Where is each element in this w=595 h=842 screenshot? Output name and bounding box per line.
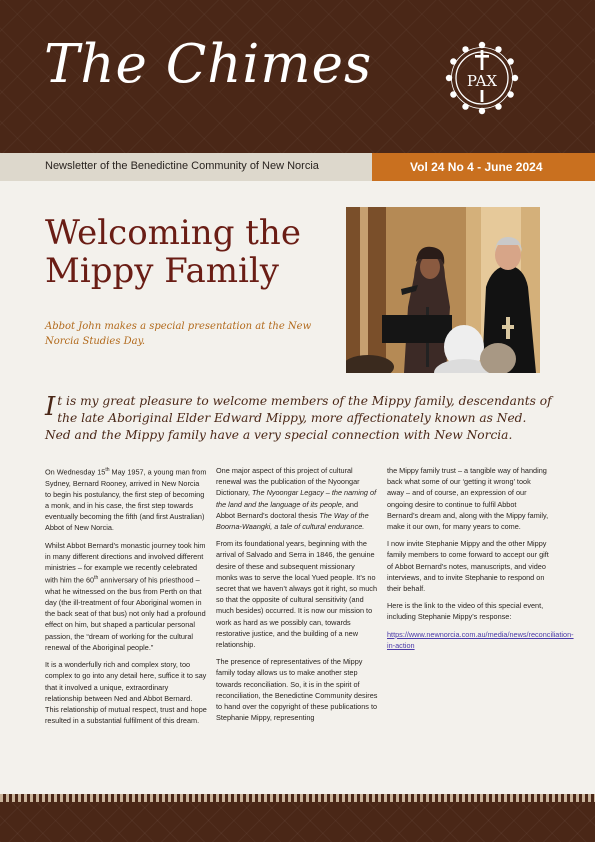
newsletter-subtitle: Newsletter of the Benedictine Community of New Norcia bbox=[45, 160, 319, 172]
volume-label: Vol 24 No 4 - June 2024 bbox=[410, 160, 543, 174]
newsletter-title: The Chimes bbox=[44, 34, 373, 95]
body-paragraph: From its foundational years, beginning with the arrival of Salvado and Serra in 1846, the genuine desire of these and subsequent missionary monks was to serve the local Yued people. It’s no secret that we haven’t always got it right, so much so that the opposite of cultural sensitivity (and much besides) occurred. It is now our mission to work as hard as we possibly can, towards restorative justice, and the building of a new relationship. bbox=[216, 539, 378, 650]
video-link[interactable]: https://www.newnorcia.com.au/media/news/reconciliation-in-action bbox=[387, 629, 574, 650]
pax-emblem-icon bbox=[440, 36, 524, 120]
svg-text:PAX: PAX bbox=[466, 72, 498, 90]
body-paragraph: One major aspect of this project of cultural renewal was the publication of the Nyoongar Dictionary, The Nyoongar Legacy – the naming of the land and the language of its people, and Abbot Bernard’s doctoral thesis The Way of the Boorna-Waangki, a tale of cultural endurance. bbox=[216, 466, 377, 532]
intro-paragraph bbox=[45, 393, 555, 444]
article-column-1 bbox=[45, 465, 207, 732]
footer-pattern bbox=[0, 794, 595, 802]
article-column-2 bbox=[216, 465, 378, 729]
body-paragraph: Whilst Abbot Bernard’s monastic journey took him in many different directions and involved different ministries – for example we recently celebrated with him the 60th anniversary of his priesthood – what he witnessed on the bus from Perth on that day (the ill-treatment of four Aboriginal women in the back seat of that bus) not only had a profound effect on him, but shaped a particular personal passion, the “dream of working for the cultural renewal of the Aboriginal people.” bbox=[45, 540, 206, 652]
body-paragraph: The presence of representatives of the Mippy family today allows us to make another step towards reconciliation. So, it is in the spirit of reconciliation, the Benedictine Community desires to hand over the copyright of these publications to Stephanie Mippy, representing bbox=[216, 657, 378, 723]
body-paragraph: It is a wonderfully rich and complex story, too complex to go into any detail here, suffice it to say that it involved a unique, extraordinary relationship between Ned and Abbot Bernard. This relationship of mutual respect, trust and hope resulted in a substantial fulfilment of this dream. bbox=[45, 660, 207, 726]
intro-text: t is my great pleasure to welcome members of the Mippy family, descendants of the late Aboriginal Elder Edward Mippy, more affectionately known as Ned. Ned and the Mippy family have a very special connection with New Norcia. bbox=[45, 394, 552, 442]
presentation-photo bbox=[346, 207, 540, 373]
article-column-3 bbox=[387, 465, 574, 657]
body-paragraph: On Wednesday 15th May 1957, a young man from Sydney, Bernard Rooney, arrived in New Norcia to begin his postulancy, the first step of becoming a monk, and in his case, the first step towards eventually becoming the fifth (and first Australian) Abbot of New Norcia. bbox=[45, 467, 207, 533]
body-paragraph: I now invite Stephanie Mippy and the other Mippy family members to come forward to accept our gift of Abbot Bernard’s notes, manuscripts, and video interviews, and to invite Stephanie to respond on their behalf. bbox=[387, 539, 549, 594]
body-paragraph: the Mippy family trust – a tangible way of handing back what some of our ‘getting it wrong’ took away – and of course, an expression of our ongoing desire to continue to fulfil Abbot Bernard’s dream and, along with the Mippy family, make it our own, for many years to come. bbox=[387, 466, 549, 532]
photo-caption: Abbot John makes a special presentation at the New Norcia Studies Day. bbox=[45, 321, 312, 347]
body-paragraph: Here is the link to the video of this special event, including Stephanie Mippy’s response: bbox=[387, 601, 544, 622]
intro-dropcap: I bbox=[45, 392, 56, 422]
article-headline: Welcoming the Mippy Family bbox=[45, 213, 301, 291]
